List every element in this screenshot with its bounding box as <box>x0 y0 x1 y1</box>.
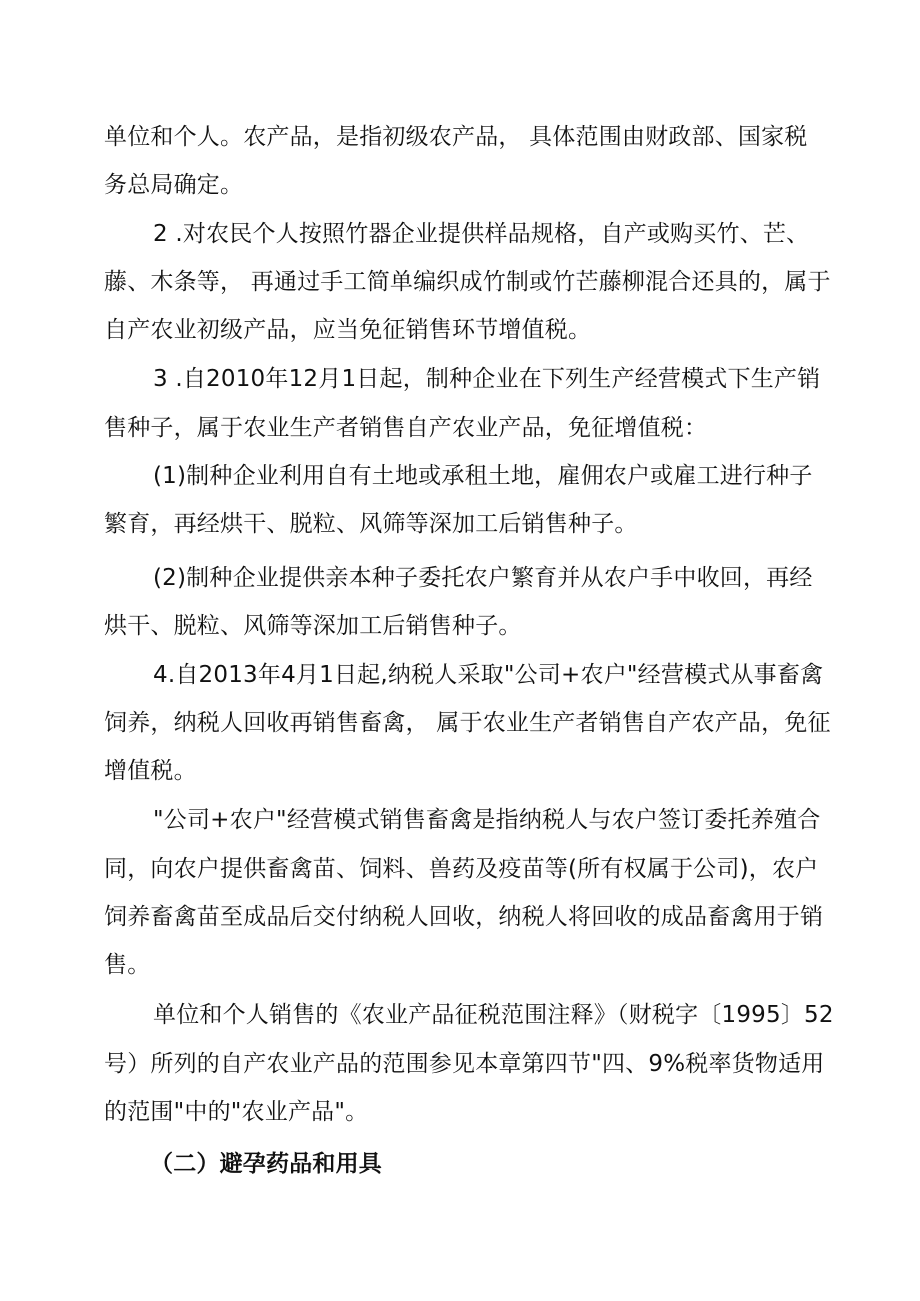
text-line: 单位和个人销售的《农业产品征税范围注释》（财税字〔1995〕52 <box>153 1002 834 1028</box>
text-line: 务总局确定。 <box>104 172 244 198</box>
text-line: 3 .自2010年12月1日起，制种企业在下列生产经营模式下生产销 <box>153 366 821 392</box>
text-line: 烘干、脱粒、风筛等深加工后销售种子。 <box>104 613 522 639</box>
text-line: 饲养畜禽苗至成品后交付纳税人回收，纳税人将回收的成品畜禽用于销 <box>104 904 824 930</box>
text-line: 饲养，纳税人回收再销售畜禽， 属于农业生产者销售自产农产品，免征 <box>104 710 831 736</box>
text-line: "公司+农户"经营模式销售畜禽是指纳税人与农户签订委托养殖合 <box>153 807 821 833</box>
text-line: 单位和个人。农产品，是指初级农产品， 具体范围由财政部、国家税 <box>104 124 808 150</box>
text-line: (2)制种企业提供亲本种子委托农户繁育并从农户手中收回，再经 <box>153 565 813 591</box>
text-line: 增值税。 <box>104 758 197 784</box>
text-line: 4.自2013年4月1日起,纳税人采取"公司+农户"经营模式从事畜禽 <box>153 662 824 688</box>
text-line: 藤、木条等， 再通过手工简单编织成竹制或竹芒藤柳混合还具的，属于 <box>104 269 831 295</box>
text-line: 售种子，属于农业生产者销售自产农业产品，免征增值税： <box>104 415 708 441</box>
text-line: 号）所列的自产农业产品的范围参见本章第四节"四、9%税率货物适用 <box>104 1051 825 1077</box>
text-line: 自产农业初级产品，应当免征销售环节增值税。 <box>104 317 592 343</box>
text-line: 2 .对农民个人按照竹器企业提供样品规格，自产或购买竹、芒、 <box>153 221 810 247</box>
text-line: 同，向农户提供畜禽苗、饲料、兽药及疫苗等(所有权属于公司)，农户 <box>104 856 819 882</box>
text-line: (1)制种企业利用自有土地或承租土地，雇佣农户或雇工进行种子 <box>153 463 813 489</box>
text-line: 繁育，再经烘干、脱粒、风筛等深加工后销售种子。 <box>104 511 638 537</box>
text-line: 售。 <box>104 952 151 978</box>
section-heading: （二）避孕药品和用具 <box>150 1151 382 1177</box>
text-line: 的范围"中的"农业产品"。 <box>104 1099 369 1125</box>
